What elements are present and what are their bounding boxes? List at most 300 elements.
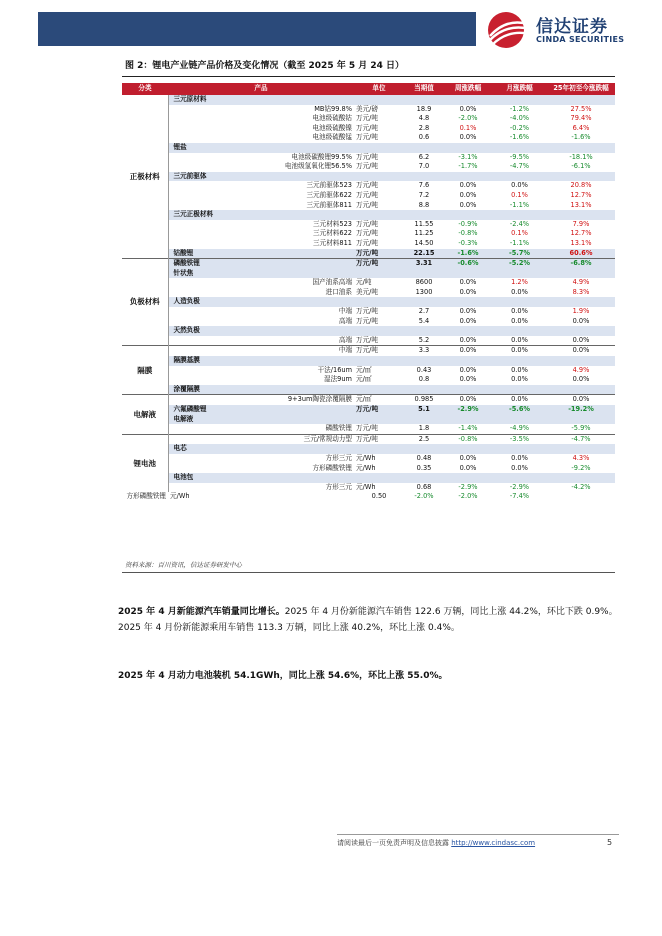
week-change: 0.0% [459,278,477,287]
product-name: 干法/16um [317,365,352,374]
month-change: -5.2% [492,259,547,269]
ytd-change: -5.9% [571,424,591,433]
group-fill-cell [547,143,615,153]
ytd-change: 79.4% [570,114,592,123]
month-change: 0.0% [492,346,547,356]
week-change: -1.4% [458,424,478,433]
figure-title: 图 2：锂电产业链产品价格及变化情况（截至 2025 年 5 月 24 日） [125,61,405,71]
paragraph-battery-install-heading: 2025 年 4 月动力电池装机 54.1GWh，同比上涨 54.6%，环比上涨 55.0%。 [118,671,448,681]
current-value: 7.0 [418,162,430,171]
group-fill-cell [492,356,547,366]
week-change: 0.0% [459,335,477,344]
table-row [122,191,615,201]
table-group-row [122,269,615,279]
ytd-change: 8.3% [572,287,590,296]
current-value: 11.55 [414,219,434,228]
group-label: 天然负极 [168,326,404,336]
week-change: -0.8% [458,229,478,238]
ytd-change: -7.4% [509,492,530,501]
group-fill-cell [492,143,547,153]
table-row [122,395,615,405]
month-change: 0.0% [511,287,528,296]
ytd-change: -9.2% [571,463,591,472]
product-name: 电池级碳酸锂99.5% [291,152,352,161]
group-label: 电解液 [168,415,404,425]
brand-name-en: CINDA SECURITIES [536,35,625,44]
unit-cell: 万元/吨 [356,190,379,199]
current-value: 5.2 [418,335,430,344]
footer-divider [337,834,619,835]
current-value: 7.2 [418,190,430,199]
title-divider [122,76,615,77]
unit-cell: 元/Wh [356,453,376,462]
table-row [122,153,615,163]
ytd-change: 20.8% [570,181,592,190]
month-change: -4.0% [509,114,530,123]
table-group-row [122,297,615,307]
product-name: 磷酸铁锂 [325,424,352,433]
group-fill-cell [404,444,444,454]
table-row [122,366,615,376]
table-group-row [122,210,615,220]
ytd-change: 0.0% [572,375,590,384]
unit-cell: 万元/吨 [356,307,379,316]
category-label: 隔膜 [122,346,168,395]
table-row [122,317,615,327]
header-month-change: 月涨跌幅 [492,83,547,95]
current-value: 8.8 [418,200,430,209]
group-fill-cell [492,95,547,105]
ytd-change: -4.2% [571,482,591,491]
current-value: 6.2 [418,152,430,161]
group-fill-cell [492,444,547,454]
ytd-change: 12.7% [570,229,592,238]
week-change: 0.0% [459,181,477,190]
group-fill-cell [547,297,615,307]
table-row [122,201,615,211]
month-change: -2.4% [509,219,530,228]
category-label: 电解液 [122,395,168,434]
unit-cell: 元/吨 [356,278,372,287]
ytd-change: 6.4% [572,123,590,132]
month-change: 1.2% [511,278,528,287]
group-fill-cell [444,143,492,153]
group-label: 隔膜基膜 [168,356,404,366]
product-name: 磷酸铁锂 [168,259,354,269]
current-value: 1300 [415,287,433,296]
group-fill-cell [547,385,615,395]
unit-cell: 元/Wh [356,482,376,491]
group-label: 针状焦 [168,269,404,279]
month-change: 0.0% [492,395,547,405]
table-row [122,483,615,493]
group-fill-cell [404,297,444,307]
group-fill-cell [547,326,615,336]
unit-cell: 万元/吨 [354,346,404,356]
ytd-change: -6.1% [571,162,591,171]
group-fill-cell [492,415,547,425]
month-change: 0.0% [511,181,528,190]
group-label: 电池包 [168,473,404,483]
group-fill-cell [404,385,444,395]
source-divider [122,572,615,573]
table-row [122,278,615,288]
header-unit: 单位 [354,83,404,95]
unit-cell: 美元/吨 [356,287,379,296]
group-fill-cell [492,473,547,483]
month-change: -5.6% [492,405,547,415]
paragraph-ev-sales-body: 2025 年 4 月份新能源汽车销售 122.6 万辆，同比上涨 44.2%，环比下跌 0.9%。2025 年 4 月份新能源乘用车销售 113.3 万辆，同比上涨 40.2%，环比上涨 0.4%。 [118,607,618,633]
group-label: 人造负极 [168,297,404,307]
table-row [122,434,615,444]
month-change: -3.5% [492,434,547,444]
unit-cell: 元/㎡ [354,395,404,405]
product-name: 高端 [338,316,352,325]
month-change: -1.1% [509,238,530,247]
table-row [122,336,615,346]
week-change: 0.0% [459,375,477,384]
ytd-change: 0.0% [547,346,615,356]
category-label: 锂电池 [122,434,168,492]
week-change: 0.0% [459,365,477,374]
ytd-change: 60.6% [547,249,615,259]
header-week-change: 周涨跌幅 [444,83,492,95]
page-number: 5 [607,838,613,847]
table-group-row [122,356,615,366]
group-fill-cell [404,326,444,336]
product-name: 电池级硫酸钴 [312,114,352,123]
month-change: -1.1% [509,200,530,209]
month-change: 0.0% [511,463,528,472]
product-name: 三元前驱体811 [306,200,352,209]
ytd-change: -1.6% [571,133,591,142]
product-name: 电池级氢氧化锂56.5% [284,162,352,171]
week-change: 0.0% [459,200,477,209]
table-group-row [122,143,615,153]
month-change: -2.9% [509,482,530,491]
product-name: 进口油系 [325,287,352,296]
product-name: 方形磷酸铁锂 [312,463,352,472]
group-fill-cell [547,172,615,182]
unit-cell: 元/Wh [356,463,376,472]
unit-cell: 万元/吨 [356,200,379,209]
group-fill-cell [492,297,547,307]
brand-name-cn: 信达证券 [536,17,608,37]
table-group-row [122,95,615,105]
group-fill-cell [404,415,444,425]
group-fill-cell [547,269,615,279]
current-value: 0.48 [416,453,432,462]
current-value: 0.68 [416,482,432,491]
month-change: -9.5% [509,152,530,161]
table-row [122,375,615,385]
week-change: -1.6% [444,249,492,259]
month-change: 0.0% [511,375,528,384]
unit-cell: 万元/吨 [356,316,379,325]
month-change: 0.1% [511,190,528,199]
table-row [122,454,615,464]
month-change: 0.0% [511,316,528,325]
ytd-change: 13.1% [570,238,592,247]
group-fill-cell [444,95,492,105]
product-name: 三元材料622 [313,229,352,238]
group-fill-cell [444,210,492,220]
table-row [122,288,615,298]
ytd-change: 4.9% [572,365,590,374]
ytd-change: 4.3% [572,453,590,462]
group-fill-cell [404,95,444,105]
week-change: 0.0% [459,463,477,472]
group-fill-cell [492,326,547,336]
month-change: 0.0% [511,365,528,374]
group-fill-cell [444,172,492,182]
week-change: -2.0% [458,114,478,123]
week-change: 0.0% [444,346,492,356]
product-name: 电池级硫酸锰 [312,133,352,142]
group-fill-cell [404,172,444,182]
product-name: 钴酸锂 [168,249,354,259]
unit-cell: 万元/吨 [356,335,379,344]
paragraph-battery-install [118,668,618,684]
table-group-row [122,473,615,483]
ytd-change: 12.7% [570,190,592,199]
group-fill-cell [444,297,492,307]
week-change: -3.1% [458,152,478,161]
group-fill-cell [492,210,547,220]
product-name: 方形三元 [325,482,352,491]
group-fill-cell [444,385,492,395]
current-value: 4.8 [418,114,430,123]
unit-cell: 万元/吨 [356,133,379,142]
month-change: -2.0% [458,492,478,501]
table-group-row [122,385,615,395]
group-fill-cell [492,385,547,395]
paragraph-ev-sales [118,604,618,636]
group-fill-cell [404,473,444,483]
product-name: 六氟磷酸锂 [168,405,354,415]
current-value: 1.8 [418,424,430,433]
table-row [122,239,615,249]
ytd-change: -19.2% [547,405,615,415]
product-name: 高端 [338,335,352,344]
week-change: -2.9% [458,482,478,491]
footer-website-link[interactable]: http://www.cindasc.com [451,839,536,847]
table-body [122,95,615,502]
unit-cell: 万元/吨 [356,229,379,238]
ytd-change: 0.0% [547,395,615,405]
table-row [122,492,615,502]
table-row [122,105,615,115]
current-value: 3.3 [404,346,444,356]
product-name: MB钴99.8% [314,104,352,113]
header-category: 分类 [122,83,168,95]
group-label: 电芯 [168,444,404,454]
table-row [122,229,615,239]
group-label: 锂盐 [168,143,404,153]
group-fill-cell [444,356,492,366]
unit-cell: 万元/吨 [354,249,404,259]
week-change: -1.7% [458,162,478,171]
month-change: -4.7% [509,162,530,171]
month-change: -1.2% [509,104,530,113]
paragraph-ev-sales-heading: 2025 年 4 月新能源汽车销量同比增长。 [118,607,285,617]
week-change: -2.0% [414,492,434,501]
week-change: 0.1% [459,123,477,132]
unit-cell: 元/㎡ [356,365,372,374]
group-label: 三元正极材料 [168,210,404,220]
table-row [122,405,615,415]
group-label: 涂覆隔膜 [168,385,404,395]
group-fill-cell [404,143,444,153]
group-fill-cell [547,473,615,483]
week-change: 0.0% [459,307,477,316]
ytd-change: -18.1% [569,152,593,161]
group-fill-cell [404,356,444,366]
current-value: 7.6 [418,181,430,190]
week-change: -0.3% [458,238,478,247]
unit-cell: 万元/吨 [356,114,379,123]
week-change: -0.6% [444,259,492,269]
ytd-change: -6.8% [547,259,615,269]
table-group-row [122,326,615,336]
current-value: 8600 [415,278,433,287]
group-label: 三元原材料 [168,95,404,105]
unit-cell: 万元/吨 [356,162,379,171]
current-value: 2.5 [404,434,444,444]
ytd-change: 0.0% [572,316,590,325]
unit-cell: 元/Wh [170,492,190,501]
product-name: 中端 [338,307,352,316]
product-name: 湿法9um [324,375,352,384]
current-value: 0.985 [404,395,444,405]
current-value: 0.35 [416,463,432,472]
unit-cell: 万元/吨 [356,181,379,190]
table-row [122,220,615,230]
unit-cell: 万元/吨 [354,434,404,444]
current-value: 3.31 [404,259,444,269]
group-fill-cell [547,356,615,366]
table-row [122,464,615,474]
current-value: 5.1 [404,405,444,415]
product-name: 三元材料523 [313,219,352,228]
unit-cell: 万元/吨 [356,152,379,161]
product-name: 9+3um陶瓷涂覆隔膜 [168,395,354,405]
product-name: 中端 [168,346,354,356]
current-value: 11.25 [414,229,434,238]
table-row [122,114,615,124]
group-fill-cell [404,269,444,279]
week-change: 0.0% [459,190,477,199]
cinda-emblem-icon [484,10,534,50]
month-change: 0.0% [511,307,528,316]
week-change: -0.9% [458,219,478,228]
unit-cell: 万元/吨 [356,219,379,228]
week-change: 0.0% [459,316,477,325]
table-row [122,259,615,269]
group-fill-cell [404,210,444,220]
product-name: 国产油系高端 [312,278,352,287]
group-fill-cell [547,415,615,425]
unit-cell: 美元/磅 [356,104,379,113]
brand-logo [484,10,634,50]
week-change: 0.0% [459,104,477,113]
current-value: 14.50 [414,238,434,247]
current-value: 22.15 [404,249,444,259]
header-value: 当期值 [404,83,444,95]
group-fill-cell [444,269,492,279]
ytd-change: 13.1% [570,200,592,209]
week-change: 0.0% [459,133,477,142]
current-value: 0.8 [418,375,430,384]
header-bar [38,12,476,46]
table-row [122,162,615,172]
current-value: 2.7 [418,307,430,316]
current-value: 0.43 [416,365,432,374]
week-change: 0.0% [459,287,477,296]
table-group-row [122,444,615,454]
footer-disclaimer: 请阅读最后一页免责声明及信息披露 [337,839,449,847]
table-row [122,181,615,191]
product-name: 三元前驱体523 [306,181,352,190]
table-group-row [122,172,615,182]
month-change: -4.9% [509,424,530,433]
price-table [122,83,615,502]
month-change: 0.0% [511,453,528,462]
header-product: 产品 [168,83,354,95]
month-change: -1.6% [509,133,530,142]
header-ytd-change: 25年初至今涨跌幅 [547,83,615,95]
week-change: -0.8% [444,434,492,444]
ytd-change: 27.5% [570,104,592,113]
table-group-row [122,415,615,425]
current-value: 5.4 [418,316,430,325]
month-change: -5.7% [492,249,547,259]
group-fill-cell [547,444,615,454]
product-name: 三元前驱体622 [306,190,352,199]
table-row [122,124,615,134]
category-label: 负极材料 [122,259,168,346]
unit-cell: 万元/吨 [354,259,404,269]
week-change: -2.9% [444,405,492,415]
category-label: 正极材料 [122,95,168,259]
product-name: 电池级硫酸镍 [312,123,352,132]
product-name: 方形三元 [325,453,352,462]
ytd-change: 0.0% [572,335,590,344]
group-fill-cell [492,269,547,279]
current-value: 2.8 [418,123,430,132]
week-change: 0.0% [459,453,477,462]
current-value: 18.9 [416,104,432,113]
product-name: 三元/常规动力型 [168,434,354,444]
month-change: 0.1% [511,229,528,238]
current-value: 0.6 [418,133,430,142]
group-fill-cell [492,172,547,182]
group-fill-cell [547,210,615,220]
ytd-change: -4.7% [547,434,615,444]
ytd-change: 7.9% [572,219,590,228]
group-fill-cell [444,473,492,483]
group-fill-cell [547,95,615,105]
source-note: 资料来源：百川资讯，信达证券研发中心 [125,561,242,569]
group-fill-cell [444,444,492,454]
current-value: 0.50 [371,492,387,501]
ytd-change: 1.9% [572,307,590,316]
week-change: 0.0% [444,395,492,405]
product-name: 三元材料811 [313,238,352,247]
table-row [122,346,615,356]
unit-cell: 元/㎡ [356,375,372,384]
table-row [122,307,615,317]
